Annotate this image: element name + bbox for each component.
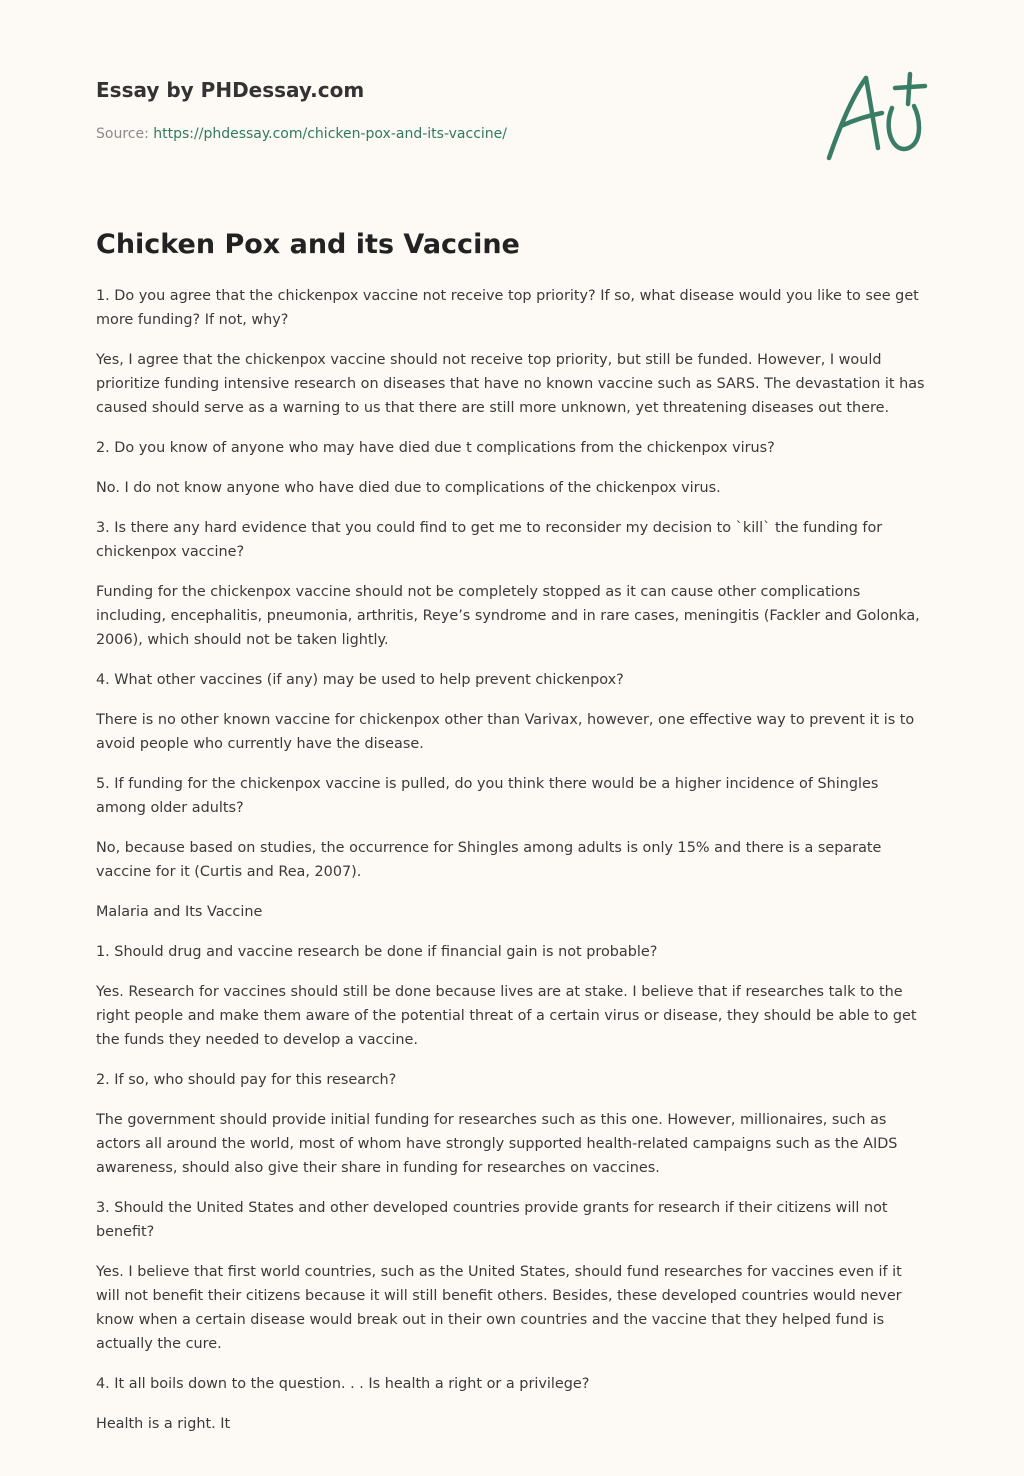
essay-title: Chicken Pox and its Vaccine [96, 229, 520, 260]
paragraph: Yes, I agree that the chickenpox vaccine should not receive top priority, but still be funded. However, I would prioritize funding intensive research on diseases that have no known vaccine such as SARS. The devastation it has caused should serve as a warning to us that there are still more unknown, yet threatening diseases out there. [96, 352, 925, 416]
paragraph: 1. Do you agree that the chickenpox vaccine not receive top priority? If so, what disease would you like to see get more funding? If not, why? [96, 288, 919, 328]
paragraph: Yes. Research for vaccines should still be done because lives are at stake. I believe that if researches talk to the right people and make them aware of the potential threat of a certain virus or disease, they should be able to get the funds they needed to develop a vaccine. [96, 984, 917, 1048]
essay-body [96, 284, 930, 1452]
paragraph: 3. Is there any hard evidence that you could find to get me to reconsider my decision to `kill` the funding for chickenpox vaccine? [96, 520, 883, 560]
paragraph: 4. What other vaccines (if any) may be used to help prevent chickenpox? [96, 672, 624, 688]
paragraph: 3. Should the United States and other developed countries provide grants for research if their citizens will not benefit? [96, 1200, 888, 1240]
a-plus-logo-icon [824, 70, 928, 164]
paragraph: 2. Do you know of anyone who may have died due t complications from the chickenpox virus? [96, 440, 775, 456]
source-link[interactable]: https://phdessay.com/chicken-pox-and-its-vaccine/ [153, 126, 507, 142]
paragraph: 5. If funding for the chickenpox vaccine is pulled, do you think there would be a higher incidence of Shingles among older adults? [96, 776, 879, 816]
paragraph: No, because based on studies, the occurrence for Shingles among adults is only 15% and there is a separate vaccine for it (Curtis and Rea, 2007). [96, 840, 882, 880]
paragraph: 4. It all boils down to the question. . . Is health a right or a privilege? [96, 1376, 590, 1392]
source-label: Source: [96, 126, 149, 142]
paragraph: Yes. I believe that first world countries, such as the United States, should fund researches for vaccines even if it will not benefit their citizens because it will still benefit others. Besides, these developed countries would never know when a certain disease would break out in their own countries and the vaccine that they helped fund is actually the cure. [96, 1264, 902, 1352]
paragraph: 2. If so, who should pay for this research? [96, 1072, 397, 1088]
paragraph: There is no other known vaccine for chickenpox other than Varivax, however, one effective way to prevent it is to avoid people who currently have the disease. [96, 712, 915, 752]
section-heading: Malaria and Its Vaccine [96, 904, 263, 920]
paragraph: No. I do not know anyone who have died due to complications of the chickenpox virus. [96, 480, 721, 496]
paragraph: Health is a right. It [96, 1416, 231, 1432]
paragraph: 1. Should drug and vaccine research be done if financial gain is not probable? [96, 944, 658, 960]
source-line [96, 124, 796, 144]
brand-title: Essay by PHDessay.com [96, 78, 365, 102]
paragraph: Funding for the chickenpox vaccine should not be completely stopped as it can cause other complications including, encephalitis, pneumonia, arthritis, Reye’s syndrome and in rare cases, meningitis (Fackler and Golonka, 2006), which should not be taken lightly. [96, 584, 920, 648]
paragraph: The government should provide initial funding for researches such as this one. However, millionaires, such as actors all around the world, most of whom have strongly supported health-related campaigns such as the AIDS awareness, should also give their share in funding for researches on vaccines. [96, 1112, 898, 1176]
page-header [96, 76, 796, 144]
